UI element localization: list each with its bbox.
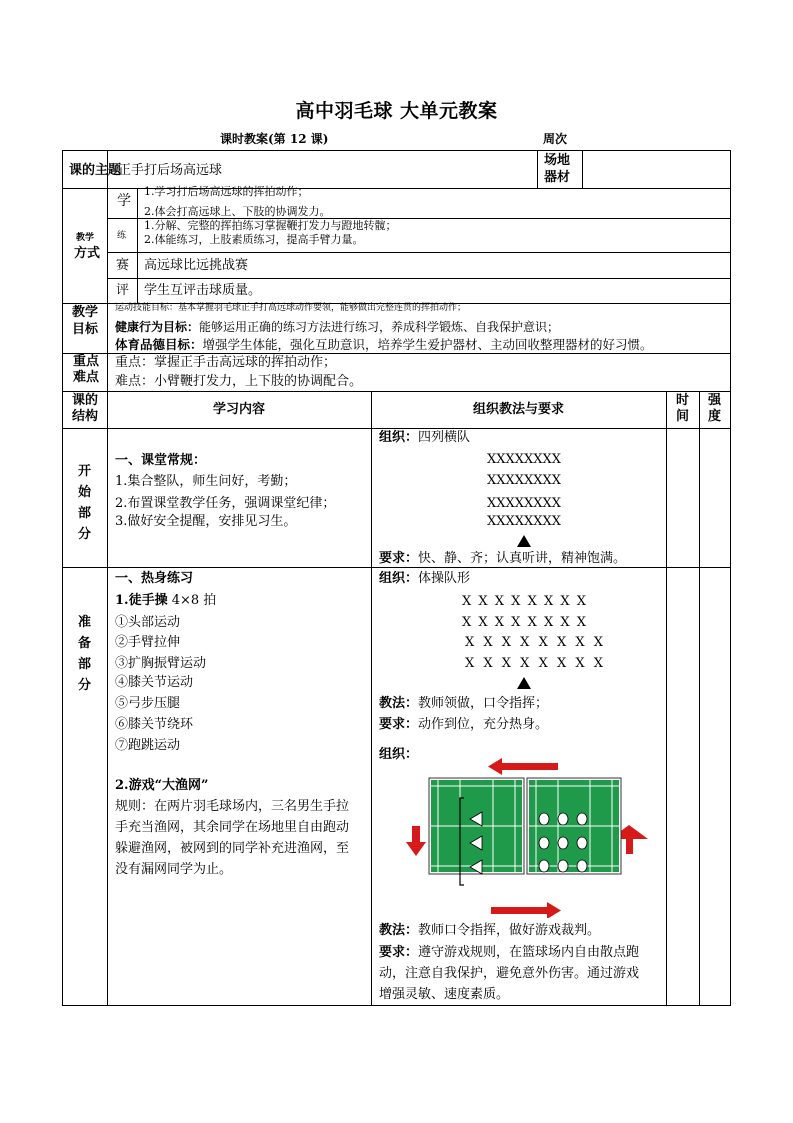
routine-item: 3.做好安全提醒，安排见习生。 [115, 514, 297, 529]
goal-health-label: 健康行为目标： [115, 320, 200, 334]
goal-health-text: 能够运用正确的练习方法进行练习，养成科学锻炼、自我保护意识； [199, 320, 560, 334]
keypoints-label-1: 重点 [73, 354, 100, 369]
exercise-item: ⑦跑跳运动 [115, 738, 181, 753]
routine-item: 1.集合整队，师生问好，考勤； [115, 474, 297, 489]
game-rule-line: 躲避渔网，被网到的同学补充进渔网，至 [115, 841, 350, 856]
prep-formation-row: X X X X X X X X [465, 635, 603, 650]
start-org-label: 组织： [379, 430, 419, 445]
exercise-title [115, 593, 216, 609]
exercise-beats: 4×8 拍 [171, 593, 217, 608]
exercise-item: ①头部运动 [115, 615, 181, 630]
practice-item-1: 1.分解、完整的挥拍练习掌握鞭打发力与蹬地转髋； [144, 219, 397, 232]
arrow-right-icon [491, 902, 561, 918]
exercise-item: ⑥膝关节绕环 [115, 717, 194, 732]
prep-method2 [379, 923, 600, 939]
prep-org-value: 体操队形 [418, 571, 471, 586]
start-req-label: 要求： [379, 551, 419, 566]
structure-label-2: 结构 [72, 409, 99, 424]
goal-skill: 运动技能目标：基本掌握羽毛球正手打高远球动作要领，能够做出完整连贯的挥拍动作； [115, 303, 467, 313]
prep-req2-line [379, 945, 639, 961]
left-court [429, 778, 524, 885]
game-title: 2.游戏“大渔网” [115, 778, 209, 793]
start-section-label [62, 461, 107, 545]
prep-method-value: 教师领做，口令指挥； [418, 696, 549, 711]
goal-health [115, 320, 559, 334]
goals-label-1: 教学 [72, 305, 99, 320]
topic-value: 正手打后场高远球 [118, 163, 223, 178]
start-label-char: 部 [77, 506, 91, 521]
start-label-char: 始 [77, 485, 91, 500]
prep-method [379, 696, 548, 712]
start-label-char: 开 [77, 464, 91, 479]
exercise-item: ③扩胸振臂运动 [115, 656, 207, 671]
prep-req-value: 动作到位，充分热身。 [418, 717, 549, 732]
difficulty-point: 难点：小臂鞭打发力，上下肢的协调配合。 [115, 374, 363, 389]
start-req-value: 快、静、齐；认真听讲，精神饱满。 [418, 551, 627, 566]
time-header-2: 间 [675, 409, 689, 424]
game-rule-line: 规则：在两片羽毛球场内，三名男生手拉 [115, 799, 350, 814]
goal-ethics-text: 增强学生体能，强化互助意识，培养学生爱护器材、主动回收整理器材的好习惯。 [202, 337, 653, 352]
goal-ethics [115, 337, 653, 352]
intensity-header-1: 强 [707, 393, 721, 408]
routine-item: 2.布置课堂教学任务，强调课堂纪律； [115, 496, 336, 511]
prep-method-label: 教法： [379, 696, 419, 711]
prep-label-char: 分 [77, 678, 91, 693]
prep-section-label [62, 612, 107, 696]
topic-label: 课的主题 [69, 163, 122, 178]
prep-formation-row: X X X X X X X X [462, 615, 586, 630]
prep-label-char: 部 [77, 657, 91, 672]
methods-label: 方式 [74, 246, 101, 261]
exercise-title-text: 1.徒手操 [115, 593, 168, 608]
prep-formation-row: X X X X X X X X [462, 594, 586, 609]
prep-org-label: 组织： [379, 571, 419, 586]
structure-label-1: 课的 [72, 393, 99, 408]
prep-req2-line: 动，注意自我保护，避免意外伤害。通过游戏 [379, 966, 640, 981]
content-header: 学习内容 [212, 402, 265, 417]
key-point: 重点：掌握正手击高远球的挥拍动作； [115, 355, 337, 370]
exercise-item: ⑤弓步压腿 [115, 696, 181, 711]
lesson-number: 课时教案(第 12 课) [220, 132, 329, 146]
learn-item-2: 2.体会打高远球上、下肢的协调发力。 [144, 205, 331, 218]
prep-formation-row: X X X X X X X X [465, 656, 603, 671]
review-text: 学生互评击球质量。 [144, 283, 262, 298]
exercise-item: ④膝关节运动 [115, 675, 194, 690]
teacher-marker-icon [517, 677, 531, 689]
prep-req2-line: 增强灵敏、速度素质。 [379, 987, 510, 1002]
prep-label-char: 准 [77, 615, 91, 630]
review-char: 评 [116, 283, 130, 298]
week-label: 周次 [543, 132, 568, 146]
prep-requirement [379, 717, 548, 733]
game-rule-line: 手充当渔网，其余同学在场地里自由跑动 [115, 820, 350, 835]
teacher-marker-icon [517, 535, 531, 547]
start-formation-row: XXXXXXXX [486, 496, 562, 511]
warmup-heading: 一、热身练习 [115, 571, 194, 586]
start-org [379, 430, 470, 446]
prep-method2-label: 教法： [379, 923, 419, 938]
start-formation-row: XXXXXXXX [486, 452, 562, 467]
time-header-1: 时 [675, 393, 689, 408]
start-label-char: 分 [77, 527, 91, 542]
prep-method2-value: 教师口令指挥，做好游戏裁判。 [418, 923, 601, 938]
start-formation-row: XXXXXXXX [486, 514, 562, 529]
arrow-left-icon [488, 758, 558, 775]
venue-label: 场地 [544, 153, 571, 168]
compete-text: 高远球比远挑战赛 [144, 258, 249, 273]
methods-label-small: 教学 [76, 233, 95, 243]
start-formation-row: XXXXXXXX [486, 473, 562, 488]
goal-ethics-label: 体育品德目标： [115, 337, 203, 352]
keypoints-label-2: 难点 [73, 370, 100, 385]
learn-char: 学 [117, 193, 131, 209]
document-title: 高中羽毛球 大单元教案 [295, 100, 498, 122]
prep-label-char: 备 [77, 636, 91, 651]
practice-char: 练 [117, 231, 127, 241]
arrow-down-icon [406, 826, 426, 856]
prep-req2-label: 要求： [379, 945, 419, 960]
prep-org2-label: 组织： [379, 747, 419, 762]
exercise-item: ②手臂拉伸 [115, 635, 181, 650]
compete-char: 赛 [116, 258, 130, 273]
organization-header: 组织教法与要求 [472, 402, 564, 417]
prep-org [379, 571, 470, 587]
learn-item-1: 1.学习打后场高远球的挥拍动作； [144, 185, 309, 198]
right-court [527, 778, 621, 874]
equipment-label: 器材 [544, 170, 571, 185]
start-org-value: 四列横队 [418, 430, 471, 445]
routine-heading: 一、课堂常规： [115, 453, 207, 468]
intensity-header-2: 度 [707, 409, 721, 424]
practice-item-2: 2.体能练习，上肢素质练习，提高手臂力量。 [144, 233, 364, 246]
prep-req2-text: 遵守游戏规则，在篮球场内自由散点跑 [418, 945, 640, 960]
prep-req-label: 要求： [379, 717, 419, 732]
goals-label-2: 目标 [72, 322, 99, 337]
court-diagram [398, 758, 648, 918]
start-requirement [379, 551, 626, 567]
game-rule-line: 没有漏网同学为止。 [115, 862, 233, 877]
